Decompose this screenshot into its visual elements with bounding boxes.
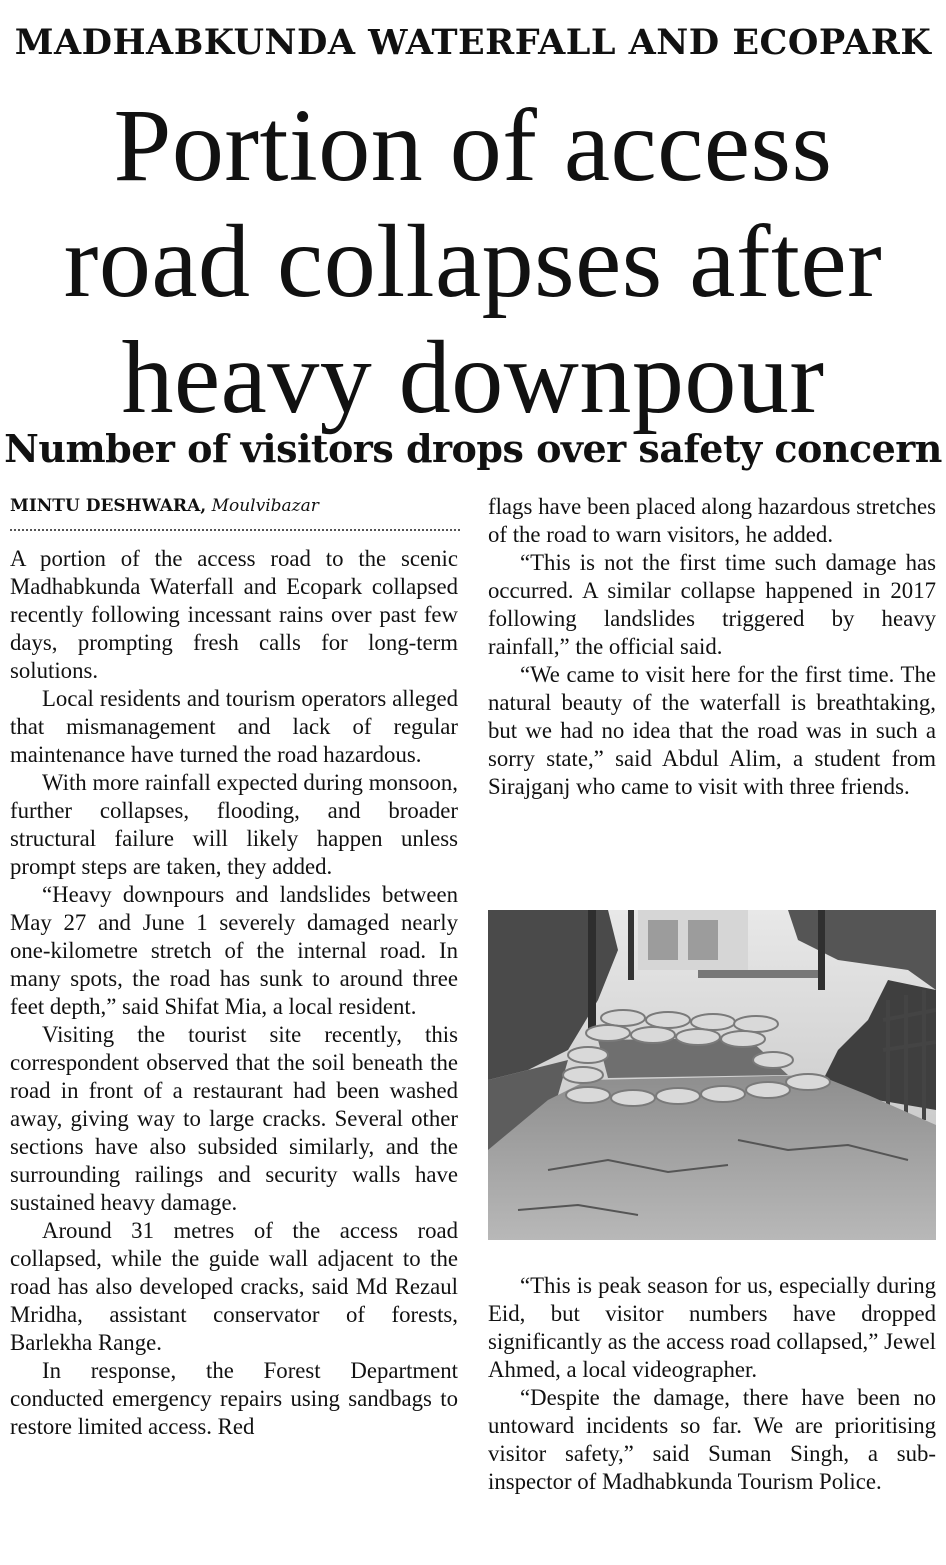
paragraph: Around 31 metres of the access road collapsed, while the guide wall adjacent to the road has also developed cracks, said Md Rezaul Mridha, assistant conservator of forests, Barlekha Range.	[10, 1218, 458, 1355]
paragraph: A portion of the access road to the scenic Madhabkunda Waterfall and Ecopark collapsed recently following incessant rains over past few days, prompting fresh calls for long-term solutions.	[10, 546, 458, 683]
subheadline: Number of visitors drops over safety concern	[4, 426, 942, 471]
paragraph-continued: flags have been placed along hazardous stretches of the road to warn visitors, he added.	[488, 494, 936, 547]
headline-line-2: road collapses after	[63, 204, 883, 319]
paragraph: “Heavy downpours and landslides between May 27 and June 1 severely damaged nearly one-kilometre stretch of the internal road. In many spots, the road has sunk to around three feet depth,” said Shifat Mia, a local resident.	[10, 882, 458, 1019]
kicker: MADHABKUNDA WATERFALL AND ECOPARK	[14, 22, 932, 63]
article-column-right-bottom	[488, 1272, 936, 1496]
byline-author: MINTU DESHWARA,	[10, 496, 207, 516]
headline-line-3: heavy downpour	[121, 320, 825, 435]
article-column-right-top	[488, 493, 936, 801]
road-collapse-photo	[488, 910, 936, 1240]
headline	[0, 88, 946, 436]
article-column-left	[10, 545, 458, 1441]
byline	[10, 496, 460, 516]
byline-location: Moulvibazar	[211, 496, 319, 516]
paragraph: Local residents and tourism operators alleged that mismanagement and lack of regular maintenance have turned the road hazardous.	[10, 686, 458, 767]
paragraph: In response, the Forest Department conducted emergency repairs using sandbags to restore limited access. Red	[10, 1358, 458, 1439]
paragraph: “We came to visit here for the first time. The natural beauty of the waterfall is breathtaking, but we had no idea that the road was in such a sorry state,” said Abdul Alim, a student from Sirajganj who came to visit with three friends.	[488, 662, 936, 799]
paragraph: “Despite the damage, there have been no untoward incidents so far. We are prioritising visitor safety,” said Suman Singh, a sub-inspector of Madhabkunda Tourism Police.	[488, 1385, 936, 1494]
paragraph: Visiting the tourist site recently, this correspondent observed that the soil beneath the road in front of a restaurant had been washed away, giving way to large cracks. Several other sections have also subsided similarly, and the surrounding railings and security walls have sustained heavy damage.	[10, 1022, 458, 1215]
paragraph: With more rainfall expected during monsoon, further collapses, flooding, and broader structural failure will likely happen unless prompt steps are taken, they added.	[10, 770, 458, 879]
byline-divider	[10, 529, 460, 531]
paragraph: “This is peak season for us, especially during Eid, but visitor numbers have dropped significantly as the access road collapsed,” Jewel Ahmed, a local videographer.	[488, 1273, 936, 1382]
paragraph: “This is not the first time such damage has occurred. A similar collapse happened in 2017 following landslides triggered by heavy rainfall,” the official said.	[488, 550, 936, 659]
headline-line-1: Portion of access	[113, 88, 833, 203]
